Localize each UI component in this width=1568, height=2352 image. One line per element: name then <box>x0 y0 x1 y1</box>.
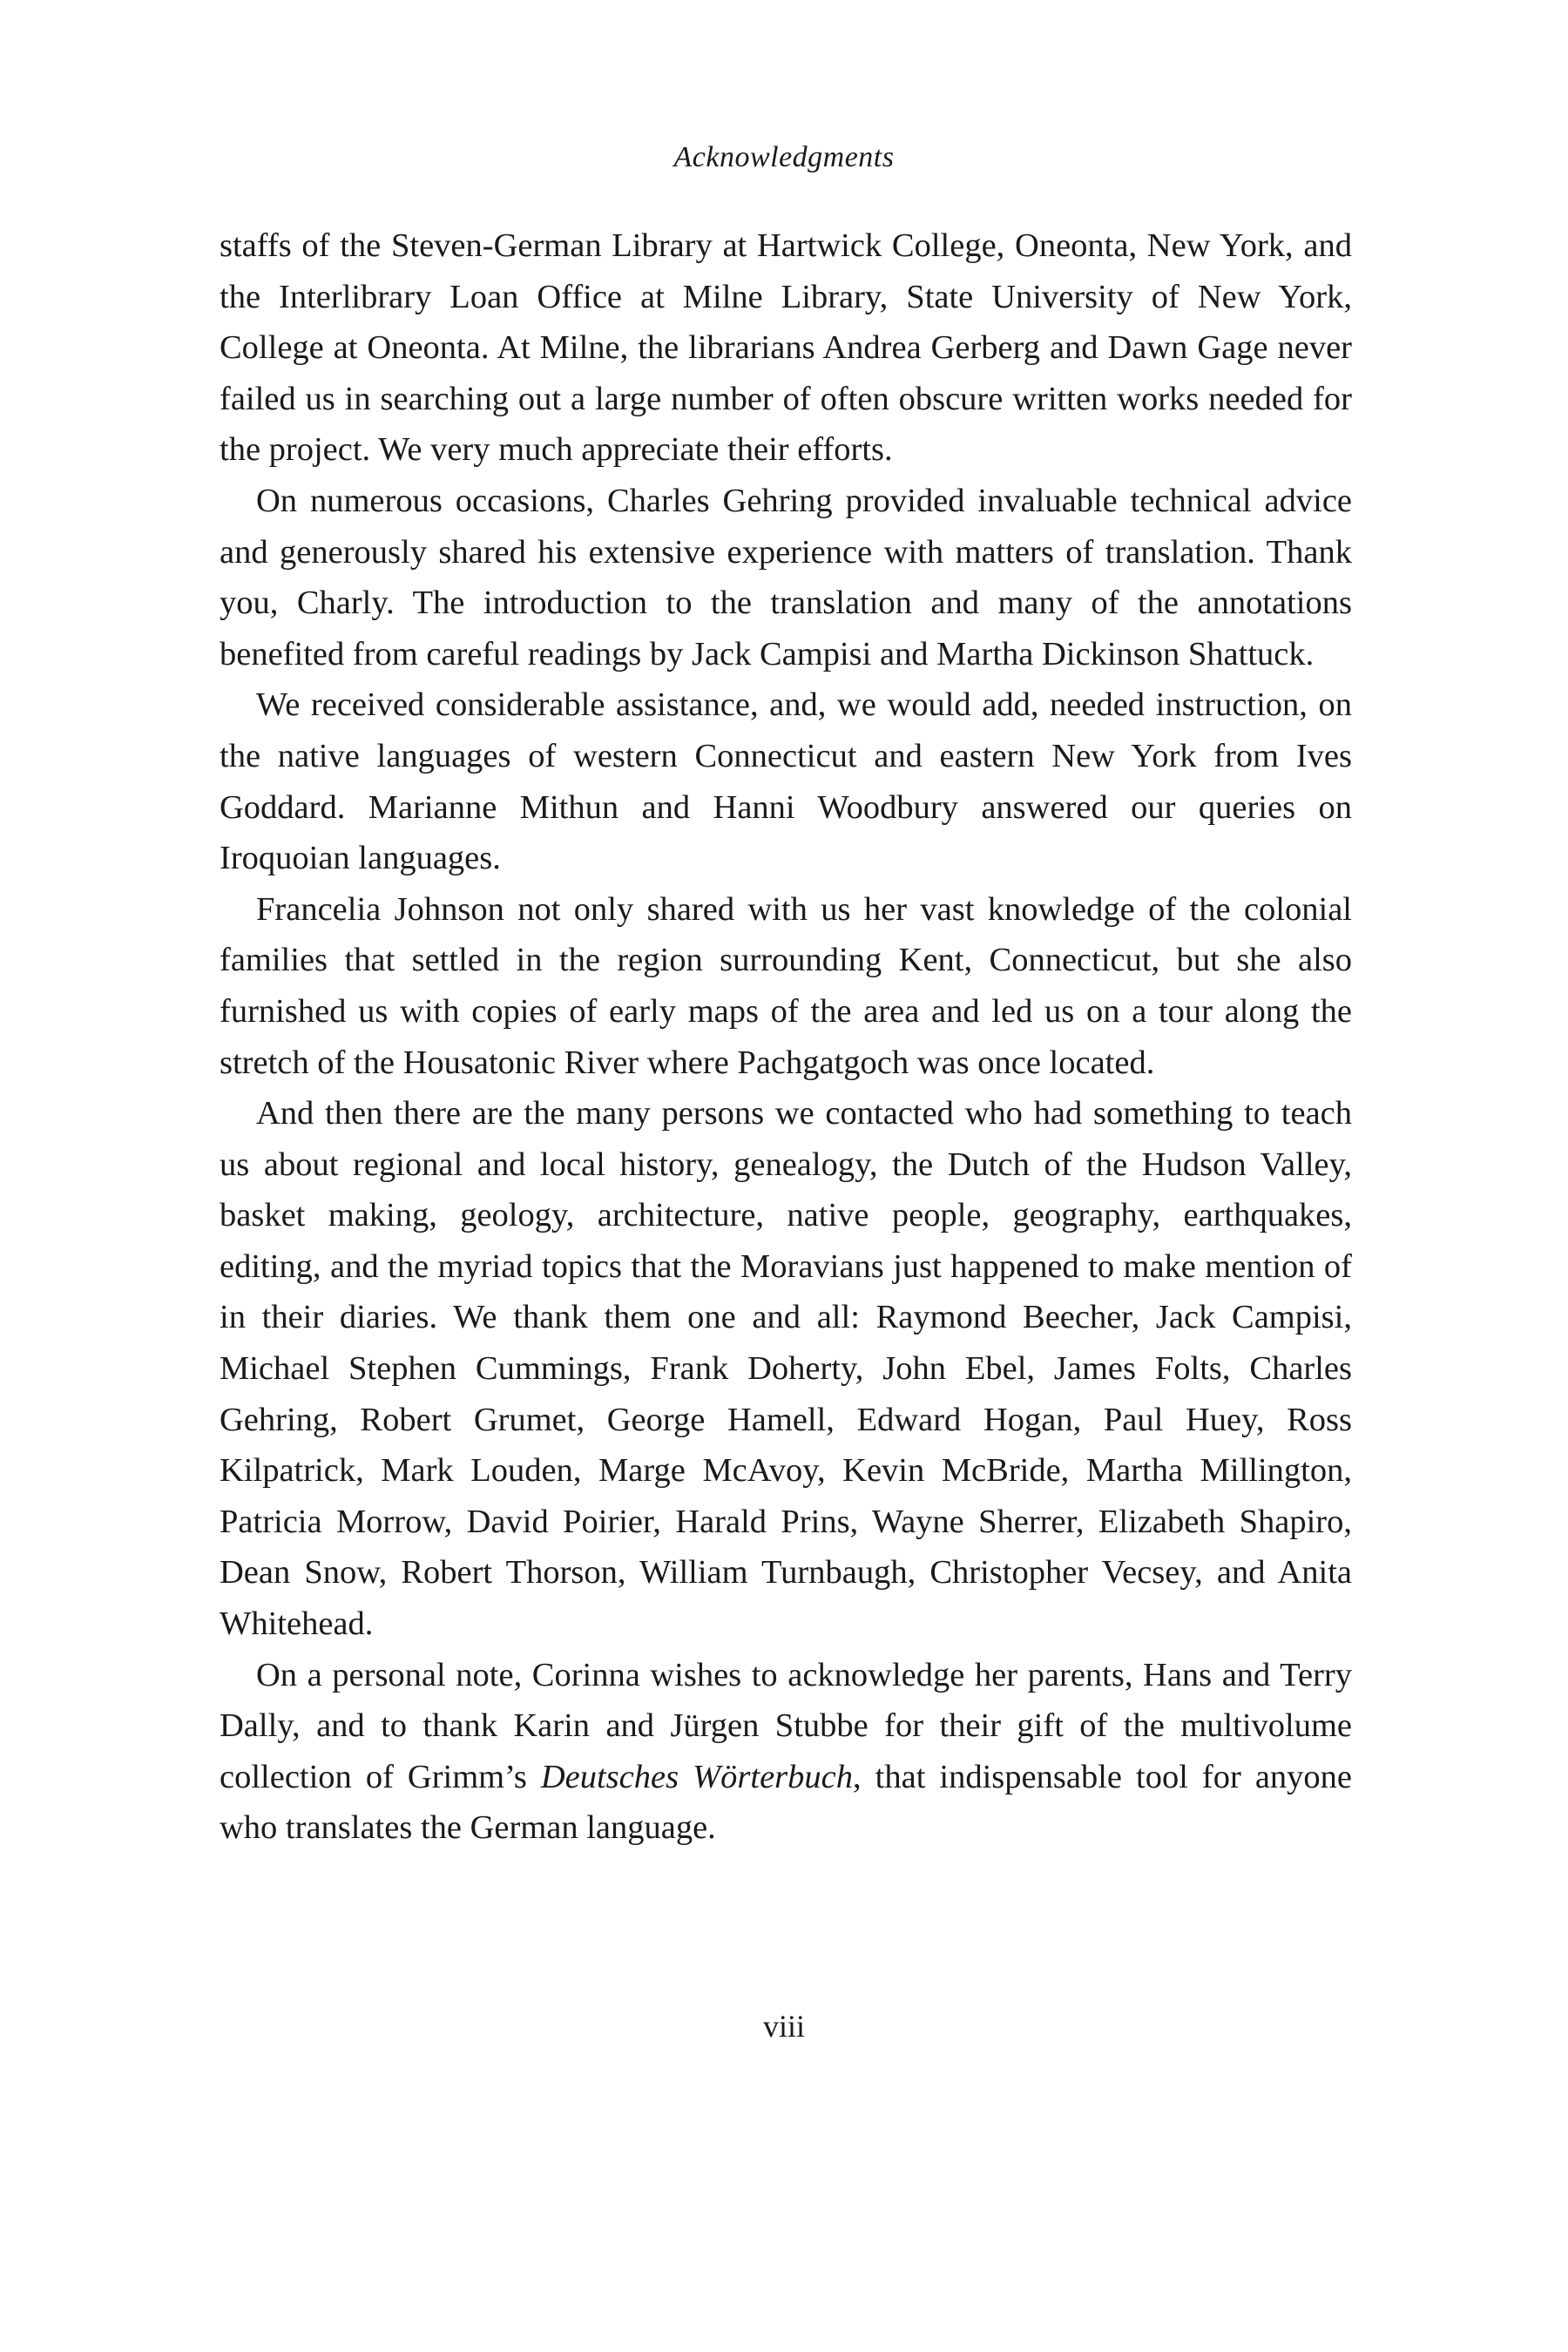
personal-note-text-end: , that indispensable tool for anyone who translates the German language. <box>220 1758 1353 1847</box>
body-text <box>220 220 1352 1854</box>
page-number: viii <box>762 2009 805 2044</box>
paragraph-contacts-list: And then there are the many persons we contacted who had something to teach us about regional and local history, genealogy, the Dutch of the Hudson Valley, basket making, geology, architecture, native people, geography, earthquakes, editing, and the myriad topics that the Moravians just happened to make mention of in their diaries. We thank them one and all: Raymond Beecher, Jack Campisi, Michael Stephen Cummings, Frank Doherty, John Ebel, James Folts, Charles Gehring, Robert Grumet, George Hamell, Edward Hogan, Paul Huey, Ross Kilpatrick, Mark Louden, Marge McAvoy, Kevin McBride, Martha Millington, Patricia Morrow, David Poirier, Harald Prins, Wayne Sherrer, Elizabeth Shapiro, Dean Snow, Robert Thorson, William Turnbaugh, Christopher Vecsey, and Anita Whitehead. <box>220 1095 1352 1643</box>
book-title-italic: Deutsches Wörterbuch <box>540 1758 854 1795</box>
personal-note-text-start: On a personal note, Corinna wishes to acknowledge her parents, Hans and Terry Dally, and to thank Karin and Jürgen Stubbe for their gift of the multivolume collection of Grimm’s <box>220 1656 1352 1795</box>
paragraph-charles-gehring: On numerous occasions, Charles Gehring provided invaluable technical advice and generously shared his extensive experience with matters of translation. Thank you, Charly. The introduction to the translation and many of the annotations benefited from careful readings by Jack Campisi and Martha Dickinson Shattuck. <box>220 482 1352 672</box>
paragraph-native-languages: We received considerable assistance, and, we would add, needed instruction, on the native languages of western Connecticut and eastern New York from Ives Goddard. Marianne Mithun and Hanni Woodbury answered our queries on Iroquoian languages. <box>220 686 1352 877</box>
running-head: Acknowledgments <box>673 141 895 173</box>
paragraph-personal-note <box>220 1650 1352 1854</box>
paragraph-library-staff: staffs of the Steven-German Library at Hartwick College, Oneonta, New York, and the Interlibrary Loan Office at Milne Library, State University of New York, College at Oneonta. At Milne, the librarians Andrea Gerberg and Dawn Gage never failed us in searching out a large number of often obscure written works needed for the project. We very much appreciate their efforts. <box>220 227 1352 469</box>
paragraph-francelia-johnson: Francelia Johnson not only shared with us her vast knowledge of the colonial families that settled in the region surrounding Kent, Connecticut, but she also furnished us with copies of early maps of the area and led us on a tour along the stretch of the Housatonic River where Pachgatgoch was once located. <box>220 890 1352 1081</box>
